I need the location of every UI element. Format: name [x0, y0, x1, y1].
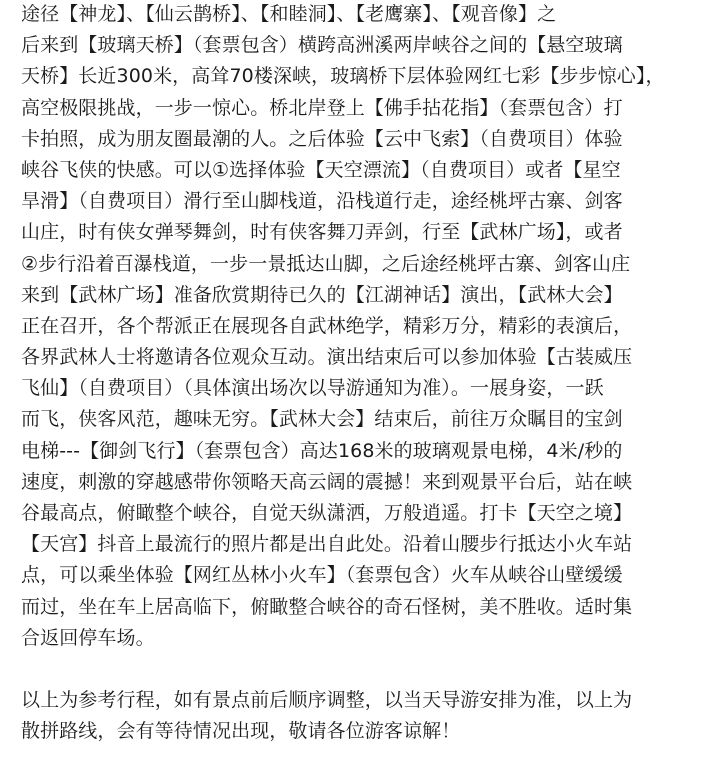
itinerary-line-11: 正在召开，各个帮派正在展现各自武林绝学，精彩万分，精彩的表演后， [21, 314, 633, 337]
itinerary-line-15: 电梯---【御剑飞行】（套票包含）高达168米的玻璃观景电梯，4米/秒的 [21, 439, 623, 462]
itinerary-line-21: 合返回停车场。 [21, 626, 155, 649]
itinerary-line-17: 谷最高点，俯瞰整个峡谷，自觉天纵潇洒，万般逍遥。打卡【天空之境】 [21, 502, 633, 524]
document-body [21, 0, 701, 747]
itinerary-line-6: 峡谷飞侠的快感。可以①选择体验【天空漂流】（自费项目）或者【星空 [21, 158, 621, 181]
itinerary-line-19: 点，可以乘坐体验【网红丛林小火车】（套票包含）火车从峡谷山壁缓缓 [21, 564, 623, 587]
itinerary-paragraph [21, 0, 701, 654]
paragraph-spacer [21, 654, 701, 685]
itinerary-line-10: 来到【武林广场】准备欣赏期待已久的【江湖神话】演出，【武林大会】 [21, 283, 623, 306]
itinerary-line-7: 旱滑】（自费项目）滑行至山脚栈道，沿栈道行走，途经桃坪古寨、剑客 [21, 190, 623, 213]
itinerary-line-5: 卡拍照，成为朋友圈最潮的人。之后体验【云中飞索】（自费项目）体验 [21, 127, 623, 150]
itinerary-line-18: 【天宫】抖音上最流行的照片都是出自此处。沿着山腰步行抵达小火车站 [21, 533, 633, 556]
itinerary-line-1: 途径【神龙】、【仙云鹊桥】、【和睦洞】、【老鹰寨】、【观音像】之 [21, 3, 557, 25]
itinerary-line-16: 速度，刺激的穿越感带你领略天高云阔的震撼！来到观景平台后，站在峡 [21, 470, 633, 493]
itinerary-line-2: 后来到【玻璃天桥】（套票包含）横跨高洲溪两岸峡谷之间的【悬空玻璃 [21, 34, 623, 57]
itinerary-line-20: 而过，坐在车上居高临下，俯瞰整合峡谷的奇石怪树，美不胜收。适时集 [21, 595, 633, 618]
itinerary-line-14: 而飞，侠客风范，趣味无穷。【武林大会】结束后，前往万众瞩目的宝剑 [21, 408, 623, 431]
itinerary-line-13: 飞仙】（自费项目）（具体演出场次以导游通知为准）。一展身姿，一跃 [21, 377, 604, 400]
notice-line-1: 以上为参考行程，如有景点前后顺序调整，以当天导游安排为准，以上为 [21, 688, 633, 711]
notice-paragraph [21, 685, 701, 747]
itinerary-line-3: 天桥】长近300米，高耸70楼深峡，玻璃桥下层体验网红七彩【步步惊心】， [21, 65, 665, 88]
notice-line-2: 散拼路线，会有等待情况出现，敬请各位游客谅解！ [21, 720, 461, 743]
itinerary-line-8: 山庄，时有侠女弹琴舞剑，时有侠客舞刀弄剑，行至【武林广场】，或者 [21, 221, 623, 244]
itinerary-line-12: 各界武林人士将邀请各位观众互动。演出结束后可以参加体验【古装威压 [21, 346, 633, 369]
itinerary-line-9: ②步行沿着百瀑栈道，一步一景抵达山脚，之后途经桃坪古寨、剑客山庄 [21, 252, 631, 275]
itinerary-line-4: 高空极限挑战，一步一惊心。桥北岸登上【佛手拈花指】（套票包含）打 [21, 96, 623, 119]
